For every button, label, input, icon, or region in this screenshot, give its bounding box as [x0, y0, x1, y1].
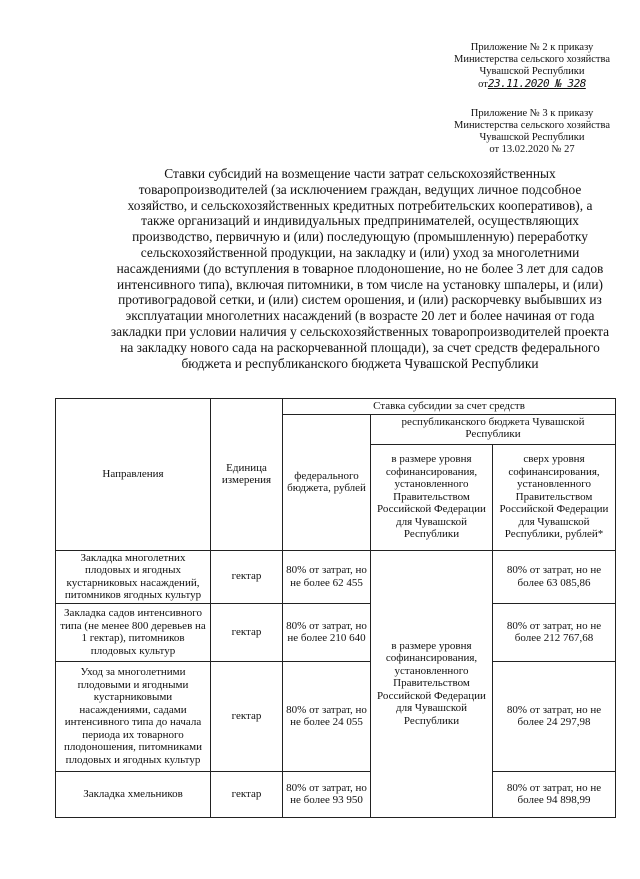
- row-unit: гектар: [211, 771, 283, 817]
- header-line: Чувашской Республики: [479, 66, 585, 77]
- cofin-merged-cell: в размере уровня софинансирования, установленного Правительством Российской Федерации для Чувашской Республики: [371, 550, 493, 817]
- row-unit: гектар: [211, 661, 283, 771]
- header-line: Приложение № 2 к приказу: [470, 42, 594, 53]
- header-date-line: [437, 78, 627, 91]
- appendix-2-header: [437, 42, 627, 91]
- header-above: сверх уровня софинансирования, установленного Правительством Российской Федерации для Чувашской Республики, рублей*: [493, 444, 616, 550]
- header-directions: Направления: [56, 399, 211, 551]
- header-cofin: в размере уровня софинансирования, установленного Правительством Российской Федерации для Чувашской Республики: [371, 444, 493, 550]
- row-above: 80% от затрат, но не более 94 898,99: [493, 771, 616, 817]
- row-unit: гектар: [211, 603, 283, 661]
- header-federal: федерального бюджета, рублей: [283, 414, 371, 550]
- table-row: [56, 550, 616, 603]
- table-row: [56, 661, 616, 771]
- row-direction: Закладка хмельников: [56, 771, 211, 817]
- header-line: Министерства сельского хозяйства: [453, 120, 610, 131]
- row-above: 80% от затрат, но не более 212 767,68: [493, 603, 616, 661]
- row-federal: 80% от затрат, но не более 62 455: [283, 550, 371, 603]
- header-republic-group: республиканского бюджета Чувашской Республики: [371, 414, 616, 444]
- header-line: Приложение № 3 к приказу: [470, 108, 594, 119]
- row-above: 80% от затрат, но не более 63 085,86: [493, 550, 616, 603]
- row-direction: Уход за многолетними плодовыми и ягодными кустарниковыми насаждениями, садами интенсивного типа до начала периода их товарного плодоношения, питомниками плодовых и ягодных культур: [56, 661, 211, 771]
- row-federal: 80% от затрат, но не более 210 640: [283, 603, 371, 661]
- header-line: от 13.02.2020 № 27: [489, 144, 575, 155]
- row-direction: Закладка многолетних плодовых и ягодных кустарниковых насаждений, питомников ягодных культур: [56, 550, 211, 603]
- document-title: Ставки субсидий на возмещение части затрат сельскохозяйственных товаропроизводителей (за исключением граждан, ведущих личное подсобное хозяйство, и сельскохозяйственных кредитных потребительских кооперативов), а также организаций и индивидуальных предпринимателей, осуществляющих производство, первичную и (или) последующую (промышленную) переработку сельскохозяйственной продукции, на закладку и (или) уход за многолетними насаждениями (до вступления в товарное плодоношение, но не более 3 лет для садов интенсивного типа), включая питомники, в том числе на установку шпалеры, и (или) противоградовой сетки, и (или) систем орошения, и (или) раскорчевку выбывших из эксплуатации многолетних насаждений (в возрасте 20 лет и более начиная от года закладки при условии наличия у сельскохозяйственных товаропроизводителей проекта на закладку нового сада на раскорчеванной площади), за счет средств федерального бюджета и республиканского бюджета Чувашской Республики: [110, 166, 610, 371]
- row-unit: гектар: [211, 550, 283, 603]
- header-line: Чувашской Республики: [479, 132, 585, 143]
- header-line: Министерства сельского хозяйства: [453, 54, 610, 65]
- header-rate-group: Ставка субсидии за счет средств: [283, 399, 616, 415]
- row-federal: 80% от затрат, но не более 24 055: [283, 661, 371, 771]
- appendix-3-header: [437, 108, 627, 156]
- header-unit: Единица измерения: [211, 399, 283, 551]
- date-prefix: от: [478, 79, 488, 90]
- table-row: [56, 771, 616, 817]
- row-federal: 80% от затрат, но не более 93 950: [283, 771, 371, 817]
- table-row: [56, 603, 616, 661]
- subsidy-rates-table: [55, 398, 616, 818]
- row-direction: Закладка садов интенсивного типа (не менее 800 деревьев на 1 гектар), питомников плодовых культур: [56, 603, 211, 661]
- row-above: 80% от затрат, но не более 24 297,98: [493, 661, 616, 771]
- handwritten-date: 23.11.2020 № 328: [487, 77, 586, 90]
